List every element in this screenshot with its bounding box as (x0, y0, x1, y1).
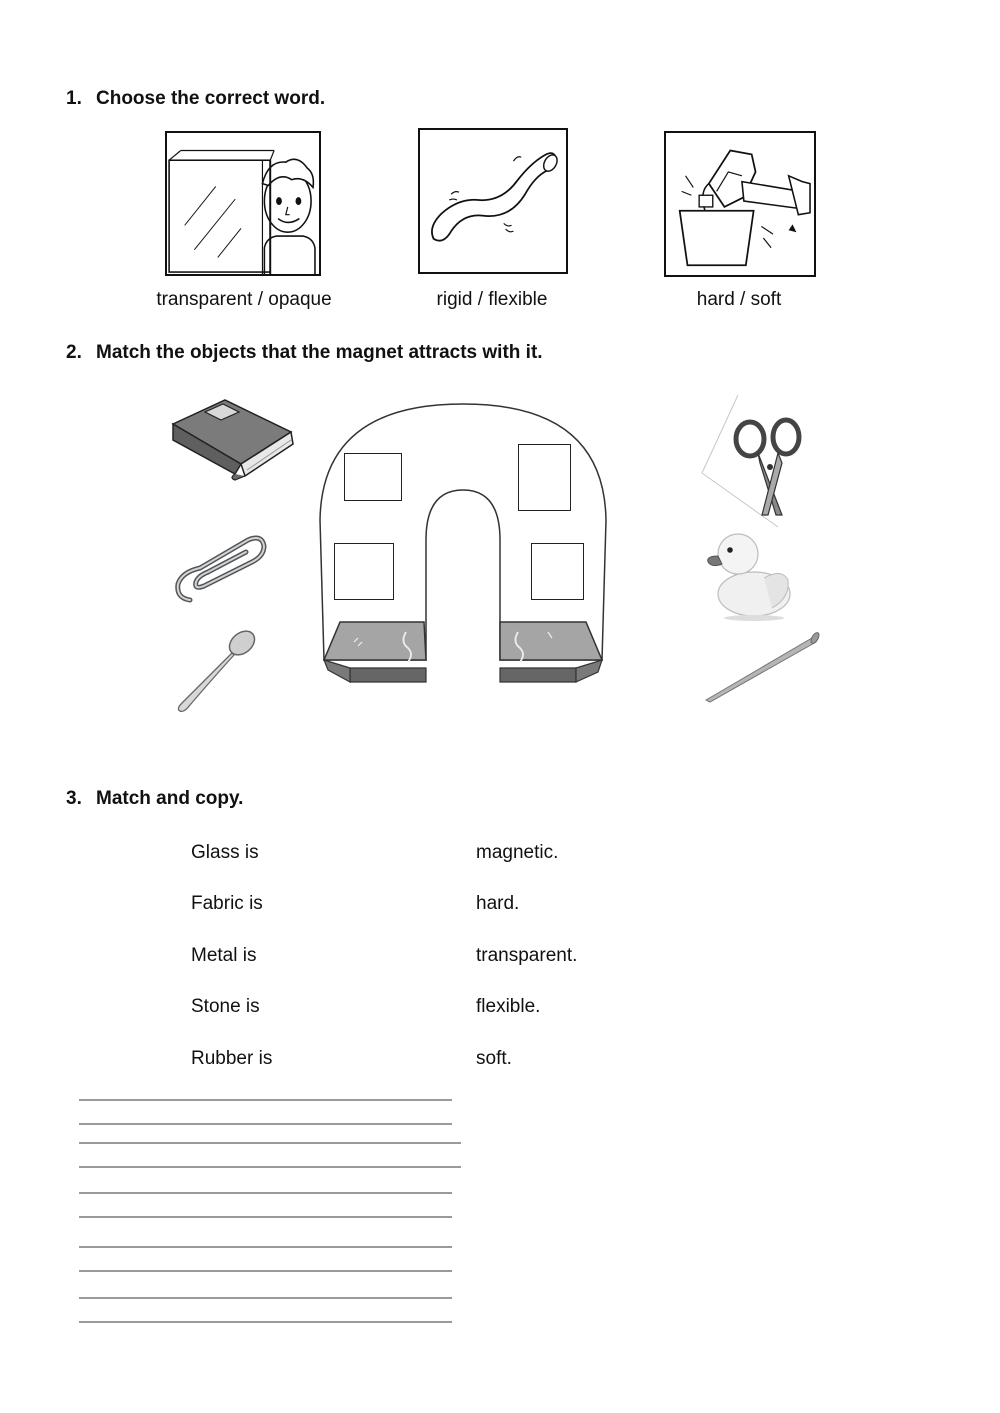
writing-line-1[interactable] (79, 1099, 452, 1101)
caption-rigid-flexible: rigid / flexible (436, 289, 548, 310)
book-icon[interactable] (165, 392, 300, 482)
caption-transparent-opaque: transparent / opaque (156, 289, 332, 310)
q1-number: 1. (66, 88, 82, 109)
boy-behind-glass-illustration (165, 131, 321, 276)
magnet-drop-box-4[interactable] (531, 543, 584, 600)
q2-title: Match the objects that the magnet attracts with it. (96, 342, 543, 363)
magnet-drop-box-2[interactable] (518, 444, 571, 511)
right-phrase-transparent[interactable]: transparent. (476, 945, 578, 966)
right-phrase-soft[interactable]: soft. (476, 1048, 512, 1069)
right-phrase-flexible[interactable]: flexible. (476, 996, 541, 1017)
tube-svg (420, 130, 566, 272)
rubber-duck-icon[interactable] (702, 528, 797, 623)
nail-icon[interactable] (702, 630, 824, 705)
q3-number: 3. (66, 788, 82, 809)
spoon-svg (170, 625, 265, 715)
nail-svg (702, 630, 824, 705)
q1-title: Choose the correct word. (96, 88, 326, 109)
spoon-icon[interactable] (170, 625, 265, 715)
left-phrase-stone[interactable]: Stone is (191, 996, 260, 1017)
q1-heading (66, 88, 325, 110)
writing-line-8[interactable] (79, 1270, 452, 1272)
writing-line-9[interactable] (79, 1297, 452, 1299)
hammer-breaking-stone-illustration (664, 131, 816, 277)
writing-line-2[interactable] (79, 1123, 452, 1125)
right-phrase-magnetic[interactable]: magnetic. (476, 842, 559, 863)
q3-heading (66, 788, 243, 810)
caption-hard-soft: hard / soft (696, 289, 782, 310)
writing-line-5[interactable] (79, 1192, 452, 1194)
stone-hammer-svg (666, 133, 814, 275)
q3-title: Match and copy. (96, 788, 244, 809)
left-phrase-glass[interactable]: Glass is (191, 842, 259, 863)
paperclip-svg (170, 528, 270, 610)
paperclip-icon[interactable] (170, 528, 270, 610)
scissors-svg (698, 393, 823, 528)
magnet-drop-box-1[interactable] (344, 453, 402, 501)
writing-line-6[interactable] (79, 1216, 452, 1218)
writing-line-7[interactable] (79, 1246, 452, 1248)
magnet-drop-box-3[interactable] (334, 543, 394, 600)
left-phrase-rubber[interactable]: Rubber is (191, 1048, 273, 1069)
boy-glass-svg (167, 133, 319, 274)
book-svg (165, 392, 300, 482)
bending-tube-illustration (418, 128, 568, 274)
q2-heading (66, 342, 543, 364)
writing-line-3[interactable] (79, 1142, 461, 1144)
writing-line-4[interactable] (79, 1166, 461, 1168)
writing-line-10[interactable] (79, 1321, 452, 1323)
q2-number: 2. (66, 342, 82, 363)
left-phrase-fabric[interactable]: Fabric is (191, 893, 263, 914)
left-phrase-metal[interactable]: Metal is (191, 945, 257, 966)
duck-svg (702, 528, 797, 623)
scissors-icon[interactable] (698, 393, 823, 528)
right-phrase-hard[interactable]: hard. (476, 893, 520, 914)
